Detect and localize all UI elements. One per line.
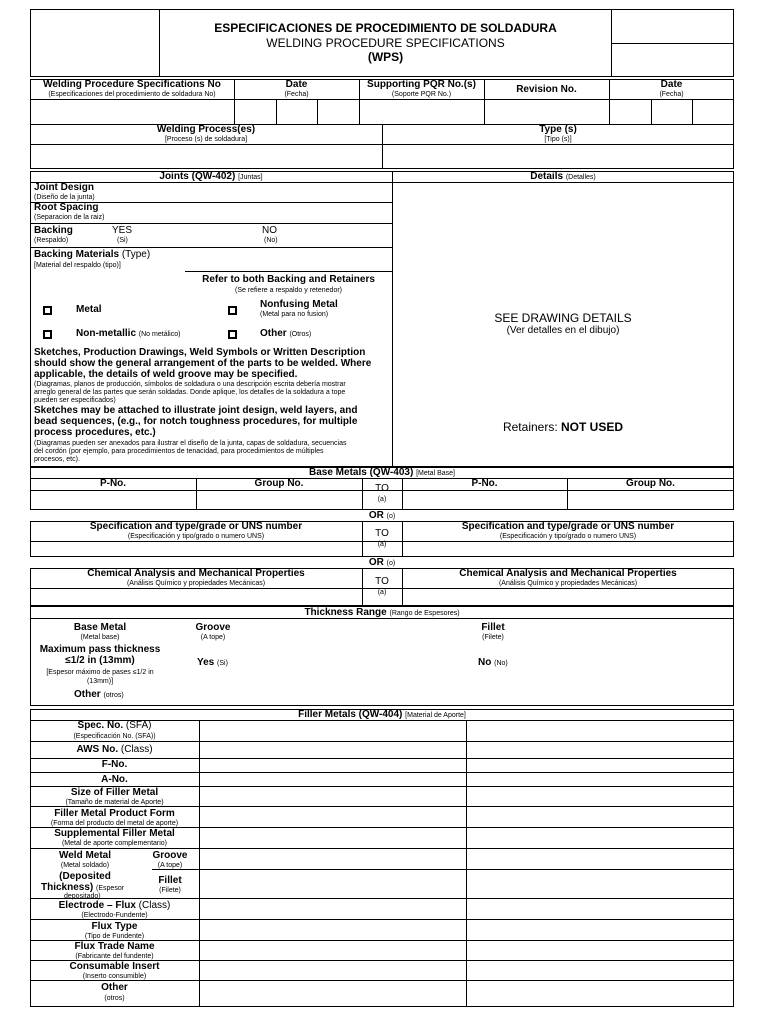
details-title: Details (Detalles) <box>530 171 596 182</box>
backing-no-option-es: (No) <box>264 237 278 244</box>
max-pass-label-es: [Espesor máximo de pases ≤1/2 in (13mm)] <box>46 669 154 685</box>
date-field[interactable] <box>235 100 358 124</box>
pqr-label-es: (Soporte PQR No.) <box>391 91 452 98</box>
thickness-label: Thickness) (Espesor <box>41 882 125 893</box>
date-label: Date <box>285 79 308 90</box>
revision-label: Revision No. <box>516 84 577 95</box>
base-metal-label-es: (Metal base) <box>80 634 120 641</box>
aws-label: AWS No. (Class) <box>76 744 153 755</box>
form-label: Filler Metal Product Form <box>54 808 175 819</box>
filler-other-label: Other <box>101 982 128 993</box>
group-right-label: Group No. <box>626 478 675 489</box>
title-en: WELDING PROCEDURE SPECIFICATIONS <box>266 36 505 50</box>
max-pass-label: Maximum pass thickness ≤1/2 in (13mm) <box>39 644 161 666</box>
to-label-1: TO <box>375 483 389 494</box>
root-spacing-label-es: (Separacion de la raiz) <box>34 214 105 221</box>
backing-label: Backing <box>34 225 73 236</box>
type-field[interactable] <box>383 145 733 168</box>
chem-right-label: Chemical Analysis and Mechanical Properties <box>459 568 677 579</box>
nonfusing-checkbox[interactable] <box>228 306 237 315</box>
see-drawing-details-es: (Ver detalles en el dibujo) <box>506 325 620 336</box>
deposited-label-es: depositado) <box>64 893 101 900</box>
to-label-1-es: (a) <box>377 496 387 503</box>
root-spacing-label: Root Spacing <box>34 202 99 213</box>
joints-title: Joints (QW-402) [Juntas] <box>159 171 263 182</box>
backing-yes-option-es: (Si) <box>117 237 128 244</box>
date2-label-es: (Fecha) <box>659 91 684 98</box>
filler-title: Filler Metals (QW-404) [Material de Aporte] <box>298 709 466 720</box>
date2-field[interactable] <box>610 100 733 124</box>
wps-no-field[interactable] <box>31 100 233 124</box>
other-checkbox[interactable] <box>228 330 237 339</box>
refer-note: Refer to both Backing and Retainers <box>202 274 375 285</box>
spec-no-label-es: (Especificación No. (SFA)) <box>73 733 156 740</box>
weld-groove-label-es: (A tope) <box>157 862 183 869</box>
weld-fillet-label-es: (Filete) <box>159 887 181 894</box>
deposited-label: (Deposited <box>59 871 111 882</box>
groove-label-es: (A tope) <box>200 634 226 641</box>
ano-label: A-No. <box>101 774 128 785</box>
weld-fillet-label: Fillet <box>158 875 182 886</box>
electrode-label-es: (Electrodo-Fundente) <box>81 912 148 919</box>
backing-yes-option[interactable]: YES <box>112 225 133 236</box>
flux-trade-label: Flux Trade Name <box>74 941 155 952</box>
metal-checkbox[interactable] <box>43 306 52 315</box>
see-drawing-details: SEE DRAWING DETAILS <box>494 311 632 325</box>
type-label-es: [Tipo (s)] <box>544 136 572 143</box>
metal-label: Metal <box>76 304 102 315</box>
insert-label-es: (Inserto consumible) <box>82 973 147 980</box>
size-label-es: (Tamaño de material de Aporte) <box>65 799 164 806</box>
fillet-label: Fillet <box>481 622 505 633</box>
max-pass-yes[interactable]: Yes (Si) <box>197 657 228 668</box>
to-label-2-es: (a) <box>377 541 387 548</box>
other-label: Other (Otros) <box>260 328 312 339</box>
sketch-instructions: Sketches, Production Drawings, Weld Symbols or Written Description should show the general arrangement of the parts to be welded. Where applicable, the details of weld groove may be specified. <box>34 347 372 380</box>
process-field[interactable] <box>31 145 381 168</box>
spec-left-label-es: (Especificación y tipo/grado o numero UNS) <box>127 533 265 540</box>
wps-no-label-es: (Especificaciones del procedimiento de soldadura No) <box>48 91 216 98</box>
process-label-es: [Proceso (s) de soldadura] <box>164 136 248 143</box>
date2-label: Date <box>660 79 683 90</box>
size-label: Size of Filler Metal <box>70 787 159 798</box>
pqr-label: Supporting PQR No.(s) <box>367 79 476 90</box>
to-label-2: TO <box>375 528 389 539</box>
weld-groove-label: Groove <box>152 850 188 861</box>
pqr-field[interactable] <box>360 100 483 124</box>
revision-field[interactable] <box>485 100 608 124</box>
chem-left-label: Chemical Analysis and Mechanical Properties <box>87 568 305 579</box>
flux-type-label-es: (Tipo de Fundente) <box>84 933 145 940</box>
spec-right-label: Specification and type/grade or UNS number <box>461 521 675 532</box>
title-es: ESPECIFICACIONES DE PROCEDIMIENTO DE SOLDADURA <box>214 21 557 35</box>
to-label-3: TO <box>375 576 389 587</box>
filler-other-label-es: (otros) <box>104 995 125 1002</box>
wps-no-label: Welding Procedure Specifications No <box>43 79 221 90</box>
fno-label: F-No. <box>101 759 128 770</box>
or-label-1: OR (o) <box>368 510 396 521</box>
weld-metal-label: Weld Metal <box>58 850 112 861</box>
sketch-attach-note: Sketches may be attached to illustrate joint design, weld layers, and bead sequences, (e.g., for notch toughness procedures, for multiple process procedures, etc.) <box>34 405 358 438</box>
flux-trade-label-es: (Fabricante del fundente) <box>75 953 154 960</box>
thickness-title: Thickness Range (Rango de Espesores) <box>304 607 460 618</box>
chem-right-label-es: (Análisis Químico y propiedades Mecánicas) <box>498 580 638 587</box>
backing-materials-label-es: [Material del respaldo (tipo)] <box>34 262 121 269</box>
supp-label-es: (Metal de aporte complementario) <box>61 840 168 847</box>
joint-design-label: Joint Design <box>34 182 95 193</box>
group-left-label: Group No. <box>254 478 304 489</box>
sketch-attach-note-es: (Diagramas pueden ser anexados para ilustrar el diseño de la junta, capas de soldadura, secuencias del cordón (por ejemplo, para procedimientos de tenacidad, para procedimientos de múltiples procesos, etc). <box>34 440 347 463</box>
to-label-3-es: (a) <box>377 589 387 596</box>
pno-right-label: P-No. <box>471 478 498 489</box>
nonmetallic-label: Non-metallic (No metálico) <box>76 328 181 339</box>
spec-left-label: Specification and type/grade or UNS number <box>89 521 303 532</box>
groove-label: Groove <box>195 622 231 633</box>
max-pass-no[interactable]: No (No) <box>478 657 508 668</box>
title-abbrev: (WPS) <box>367 50 404 64</box>
chem-left-label-es: (Análisis Químico y propiedades Mecánicas) <box>126 580 266 587</box>
spec-right-label-es: (Especificación y tipo/grado o numero UNS) <box>499 533 637 540</box>
sketch-instructions-es: (Diagramas, planos de producción, símbolos de soldadura o una descripción escrita debería mostrar arreglo general de las partes que serán soldadas. Donde aplique, los detalles de la soldadura a tope pueden ser especificados) <box>34 381 346 404</box>
nonfusing-label-es: (Metal para no fusion) <box>260 311 329 318</box>
process-label: Welding Process(es) <box>156 124 256 135</box>
form-label-es: (Forma del producto del metal de aporte) <box>50 820 179 827</box>
base-metals-title: Base Metals (QW-403) [Metal Base] <box>309 467 455 478</box>
spec-no-label: Spec. No. (SFA) <box>77 720 152 731</box>
thickness-other-label: Other (otros) <box>74 689 124 700</box>
backing-materials-label: Backing Materials (Type) <box>34 249 151 260</box>
or-label-2: OR (o) <box>368 557 396 568</box>
electrode-label: Electrode – Flux (Class) <box>58 900 171 911</box>
refer-note-es: (Se refiere a respaldo y retenedor) <box>235 287 342 294</box>
nonfusing-label: Nonfusing Metal <box>260 299 338 310</box>
retainers-value: Retainers: NOT USED <box>502 420 624 434</box>
base-metal-label: Base Metal <box>73 622 127 633</box>
date-label-es: (Fecha) <box>284 91 309 98</box>
type-label: Type (s) <box>539 124 577 135</box>
fillet-label-es: (Filete) <box>482 634 504 641</box>
flux-type-label: Flux Type <box>91 921 138 932</box>
backing-no-option[interactable]: NO <box>262 225 277 236</box>
joint-design-label-es: (Diseño de la junta) <box>34 194 95 201</box>
supp-label: Supplemental Filler Metal <box>54 828 175 839</box>
nonmetallic-checkbox[interactable] <box>43 330 52 339</box>
pno-left-label: P-No. <box>99 478 127 489</box>
weld-metal-label-es: (Metal soldado) <box>60 862 110 869</box>
insert-label: Consumable Insert <box>69 961 160 972</box>
backing-label-es: (Respaldo) <box>34 237 69 244</box>
